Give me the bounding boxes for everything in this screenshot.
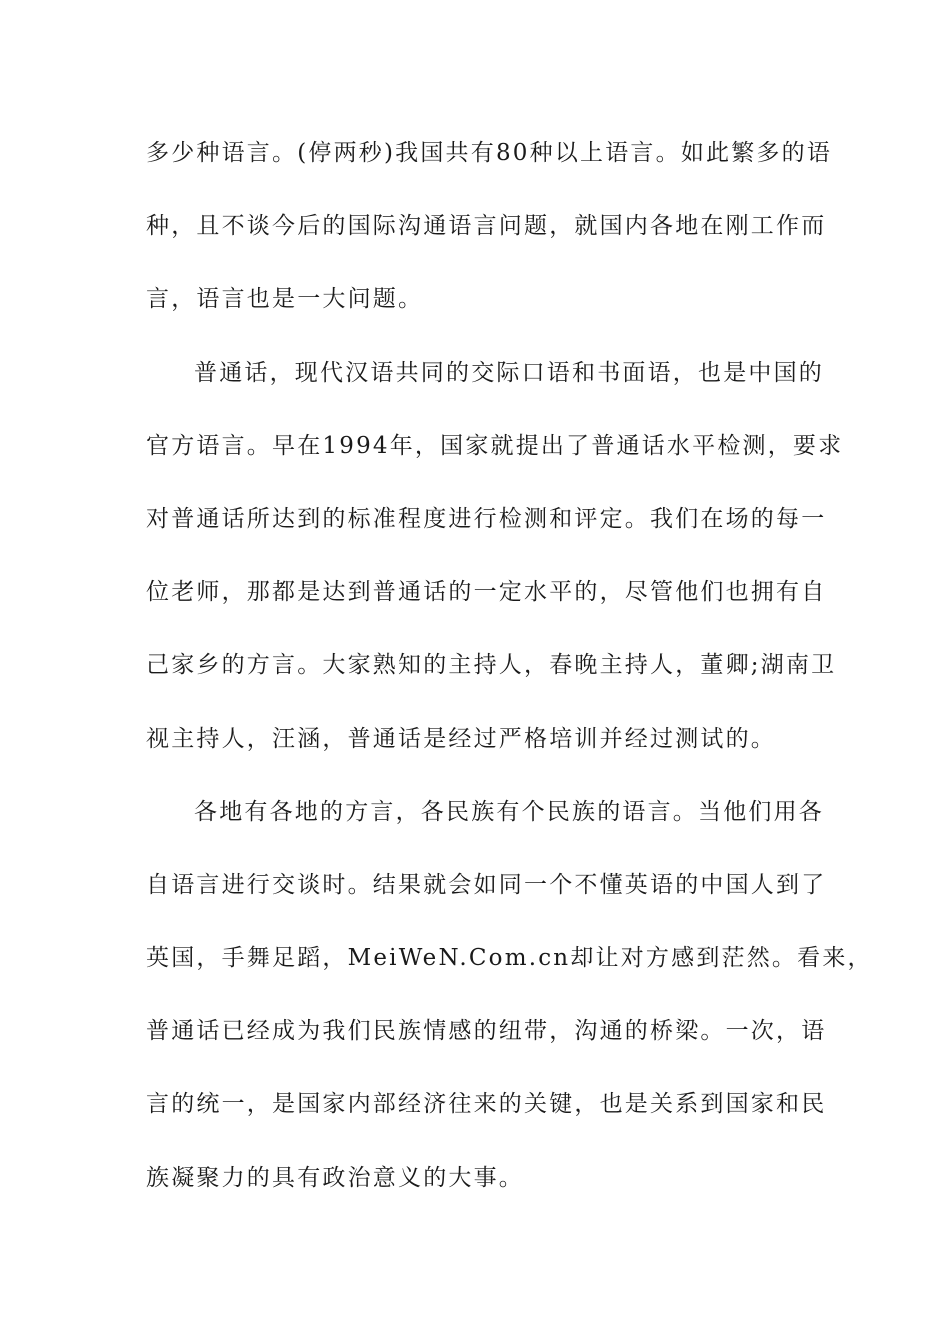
- text-line: 英国，手舞足蹈，MeiWeN.Com.cn却让对方感到茫然。看来，: [146, 945, 873, 972]
- text-line: 言，语言也是一大问题。: [146, 286, 424, 313]
- text-line: 视主持人，汪涵，普通话是经过严格培训并经过测试的。: [146, 725, 776, 752]
- text-line: 自语言进行交谈时。结果就会如同一个不懂英语的中国人到了: [146, 871, 827, 898]
- text-line: 位老师，那都是达到普通话的一定水平的，尽管他们也拥有自: [146, 579, 827, 606]
- text-line: 己家乡的方言。大家熟知的主持人，春晚主持人，董卿;湖南卫: [146, 652, 837, 679]
- body-text: [146, 135, 873, 1233]
- text-line: 普通话已经成为我们民族情感的纽带，沟通的桥梁。一次，语: [146, 1018, 827, 1045]
- text-line: 言的统一，是国家内部经济往来的关键，也是关系到国家和民: [146, 1091, 827, 1118]
- text-line: 多少种语言。(停两秒)我国共有80种以上语言。如此繁多的语: [146, 140, 833, 166]
- paragraph-start-line: 普通话，现代汉语共同的交际口语和书面语，也是中国的: [194, 359, 824, 386]
- text-line: 官方语言。早在1994年，国家就提出了普通话水平检测，要求: [146, 432, 844, 459]
- text-line: 对普通话所达到的标准程度进行检测和评定。我们在场的每一: [146, 505, 827, 532]
- paragraph-start-line: 各地有各地的方言，各民族有个民族的语言。当他们用各: [194, 798, 824, 825]
- text-line: 族凝聚力的具有政治意义的大事。: [146, 1164, 524, 1191]
- text-line: 种，且不谈今后的国际沟通语言问题，就国内各地在刚工作而: [146, 213, 827, 240]
